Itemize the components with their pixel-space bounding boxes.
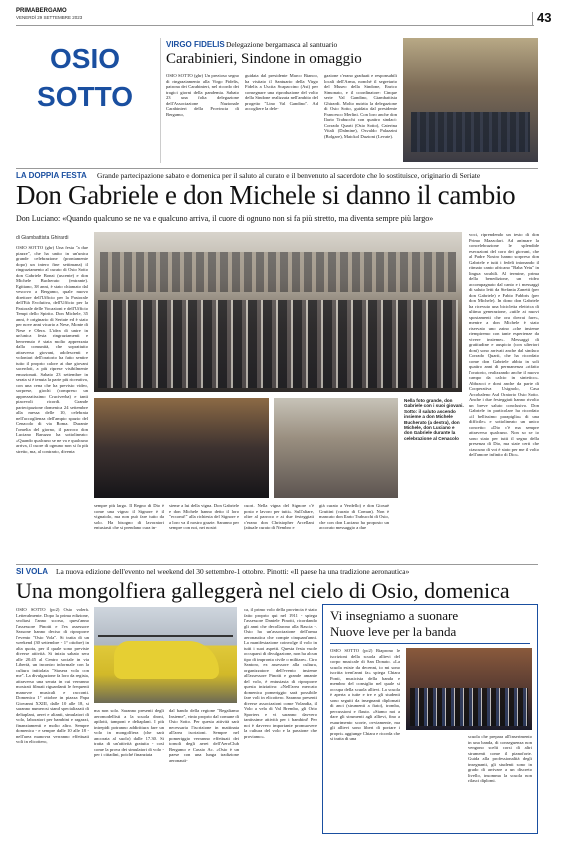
top-article-subtitle: Delegazione bergamasca al santuario <box>226 40 338 49</box>
main-article-col4: cuori. Nella vigna del Signore c'è posto e lavoro per tutti». Sull'altare, oltre al parroco e ai due festeggiati c'erano don Christopher Arcellani (attuale curato di Nembro e <box>244 503 314 530</box>
photo-group-carabinieri <box>411 112 530 152</box>
photo-crowd-bottom <box>98 300 458 388</box>
top-article-title: Carabinieri, Sindone in omaggio <box>166 51 362 67</box>
page-number-box <box>532 12 533 26</box>
header-rule <box>16 25 534 26</box>
main-article-kicker: LA DOPPIA FESTA <box>16 171 87 180</box>
band-players <box>410 688 528 726</box>
main-article-title: Don Gabriele e don Michele si danno il cambio <box>16 180 516 210</box>
page-number: 43 <box>537 10 552 25</box>
top-article-kicker: VIRGO FIDELIS <box>166 40 225 49</box>
top-article-photo <box>403 38 538 162</box>
main-article-subtitle: Don Luciano: «Quando qualcuno se ne va e qualcuno arriva, il cuore di ognuno non si fa più stretto, ma diventa sempre più largo» <box>16 214 434 223</box>
side-article-col1: OSIO SOTTO (pc2) Riaprono le iscrizioni della scuola allievi del corpo musicale di San Donato. «La scuola esiste da decenni, io mi sono iscritta trent'anni fa» spiega Chiara Ponti, musicista della banda e membro del consiglio nel quale si occupa della scuola allievi. La scuola è aperta a tutte e tre e gli studenti sono seguiti da insegnanti diplomati di anci (strumenti a fiato), tromba, percussioni e flauto. «Siamo noi a dare gli strumenti agli allievi, fino a esaurimento scorte, ovviamente, ma gli allievi sono liberi di portare i propri» aggiunge Chiara e ricorda che si tratta di una <box>330 648 400 741</box>
side-article-title-line2: Nuove leve per la banda <box>330 624 457 639</box>
top-article-rule <box>160 38 161 163</box>
top-article-col3: gazione c'erano graduati e responsabili locali dell'Arma, nonché il segretario del Museo della Sindone, Enrico Simonato, e il coordinatore: Cinque serie Val Gandino, Giambattista Ghirardi. Molto nutrita la delegazione di Osio Sotto, guidata dal presidente Francesco Merlini. Con loro anche don Ilario Trabucchi con quattro sindaci: Corrado Quarti (Osio Sotto), Caterina Vitali (Dalmine), Osvaldo Palazzini (Bolgare), Maickol Duzioni (Levate). <box>324 73 397 139</box>
top-article-col1: OSIO SOTTO (ghr) Un prezioso segno di ringraziamento alla Virgo Fidelis, patrona dei Carabinieri, nel ricordo dei tragici giorni della pandemia. Sabato 23 una folta delegazione dell'Associazione Nazionale Carabinieri della Provincia di Bergamo, <box>166 73 239 117</box>
band-photo <box>406 648 532 730</box>
main-photo-caption: Nella foto grande, don Gabriele con i suoi giovani. Sotto: il saluto ascendo insieme a don Michele Bucherato (a destra), don Michele, don Luciano e don Gabriele durante la celebrazione al Cenacolo <box>404 398 464 441</box>
main-article-byline: di Giambattista Ghirardi <box>16 235 69 241</box>
helicopter-photo <box>94 607 237 703</box>
main-photo-group <box>94 232 462 392</box>
main-article-col3: sieme a lui della vigna. Don Gabriele e don Michele hanno detto il loro "eccomi!" alla richiesta del Signore e a loro va il nostro grazie. Saranno per sempre con noi, nei nostri <box>169 503 239 530</box>
side-article-col2: scuola che prepara all'inserimento in una banda, di conseguenza non vengono scelti corsi di altri strumenti come il pianoforte. Guida alla professionalità degli insegnanti, gli studenti sono in grado di arrivare a un discreto livello, insomma la scuola non rilasci diplomi. <box>468 734 532 783</box>
section-title-line2: SOTTO <box>37 81 133 112</box>
main-article-col1: OSIO SOTTO (ghr) Una festa "a due piazze", che ha unito in un'unica grande celebrazione (prontamente dopo) un intero fine settimana) il ringraziamento al curato di Osio Sotto don Gabriele Bonzi (uscente) e don Michele Bucherato (entrante). Egittano, 38 anni, è stato chiamato dal vescovo a Bergamo, quale nuovo direttore dell'Ufficio per la Pastorale dell'Età Evolutiva, dell'Ufficio per la Pastorale delle Vocazioni e dell'Ufficio Tempi dello Spirito. Don Michele, 35 anni, è originario di Seriate ed è stato per nove anni vicario a Nese, Monte di Nese e Olera. L'idea di unire in un'unica festa ringraziamenti e benvenuto è stata molto apprezzata dalla comunità, che soprattutto attraverso giovani, adolescenti e volontari dell'oratorio ha fatto sentire tutto il proprio calore ai due giovani sacerdoti, a più riprese visibilmente emozionati. Sabato 23 settembre in serata si è tenuta la parte più ricreativa, con una cena che ha previsto video, sorprese, giochi (compreso un apprezzatissimo Cruciverba) e tanti piacevoli ricordi. Grande partecipazione domenica 24 settembre alla messa delle 10, celebrata nell'accoglienza dell'ampio spazio del Cenacolo di via Roma. Durante l'omelia del giorno, il parroco don Luciano Baruzzo ha sottolineato: «Quando qualcuno se ne va e qualcuno arriva, il cuore di ognuno non si fa più stretto, ma, al contrario, diventa <box>16 245 88 454</box>
main-article-rule <box>16 168 538 169</box>
bottom-article-col2: ma non solo. Saranno presenti degli aeromodellisti a la scuola droni, apilotti, tamponi e deltaplani. I più intrepidi potranno addirittura fare un volo in mongolfiera (che sarà ancorata al suolo) dalle 17.30. Si tratta di un'attività gratuita - così come la prova dei simulatori di volo - per i cittadini, poiché finanziata <box>94 708 164 757</box>
section-title-block <box>16 44 154 144</box>
helicopter-body <box>114 641 219 679</box>
main-photo-altar <box>274 398 398 498</box>
main-article-kicker-sub: Grande partecipazione sabato e domenica per il saluto al curato e il benvenuto al sacerdote che lo sostituisce, originario di Seriate <box>97 171 481 180</box>
main-photo-celebration <box>94 398 269 498</box>
helicopter-rotor <box>98 635 233 637</box>
bottom-article-col1: OSIO SOTTO (pc2) Osio volerà. Letteralmente. Dopo la prima edizione, svoltasi l'anno scorso, quest'anno l'assessore Pinotti e l'ex assessore Sassone hanno deciso di riproporre l'evento "Osio Vola". Si tratta di un weekend (30 settembre - 1° ottobre) in alta quota, per il quale sono previste diverse attività. Si inizia sabato sera alle 20.45 al Centro sociale in via Libertà, un incontro informale con la cultura intitolata "Stasera vola con me". La divulgazione fa loro da regista, attraverso una serata in cui verranno mostrati filmati riguardanti le frequenti manovre musicali e racconti. Domenica 1° ottobre in piazza Papa Giovanni XXIII, dalle 10 alle 18, si saranno numerosi stand specializzati di deltaplani, aerei e alianti, simulatori di volo, laboratori per bambini e ragazzi, finanziamenti e molto altro. Sempre domenica - e sempre dalle 10 alle 18 - nell'area manovra verranno effettuati voli in elicottero, <box>16 607 89 744</box>
main-article-col2: sempre più largo. Il Regno di Dio è come una vigna: il Signore è il vignaiolo, ma non può fare tutto da solo. Ha bisogno di lavoratori entusiasti che si prendano cura in- <box>94 503 164 530</box>
main-article-col6: voci, riprendendo un testo di don Primo Mazzolari. Ad animare la concelebrazione le splendide esecuzioni del coro dei giovani, che al Padre Nostro hanno sorpreso don Gabriele e tutti i fedeli intonando il ritmato canto africano "Baba Yetu" in lingua swahili. Al termine, prima della benedizione, un video accompagnato dal canto e i messaggi di saluto letti da Stefania Zanetti (per don Gabriele) e Fabio Fabbris (per don Michele). In dono don Gabriele ha ricevuto una bicicletta elettrica di ultima generazione, «utile ai nuovi spostamenti che ora dovrai fare», mentre a don Michele è stato riservato uno zaino «che insieme riempiremo con tante esperienze da vivere insieme». Messaggi di gratitudine e auspicio (con ulteriori doni) sono arrivati anche dal sindaco Corrado Quarti, che ha ricordato come don Gabriele abbia in soli quattro anni di permanenza «rifatto l'oratorio, realizzando anche il nuovo campo da calcio in sintetico». Abbracci e doni anche da parte di Cooperativa Usignolo, Casa Arcobaleno Asd Oratorio Osio Sotto. Anche i due festeggiati hanno rivolto un breve saluto conclusivo. Don Gabriele in particolare ha ricordato «il bellissimo parapiglia» di una difficile» e sottolineato un unico concetto: «Dio c'è ma sempre attraverso qualcuno. Non so se io sono stato per tutti il segno della presenza di Dio, ma siate certi che ciascuno di voi è stato per me il volto dell'amore infinito di Dio». <box>469 232 539 457</box>
bottom-article-kicker: SI VOLA <box>16 567 49 576</box>
bottom-article-col3: dal bando della regione "Regaliamo Insieme", vinto proprio dal comune di Osio Sotto. Per questa attività sarà necessaria l'iscrizione in mattinata all'area iscrizioni. Sempre nel pomeriggio verranno effettuati dei tornoli degli aerei dell'AeroClub Bergamo e Cassio Ac. «Osio è un paese con una lunga tradizione aeronauti- <box>169 708 239 763</box>
section-title-line1: OSIO <box>49 43 120 74</box>
issue-date: VENERDÌ 29 SETTEMBRE 2023 <box>16 15 83 20</box>
side-article-title-line1: Vi insegniamo a suonare <box>330 608 459 623</box>
masthead: PRIMABERGAMO <box>16 8 67 14</box>
bottom-article-title: Una mongolfiera galleggerà nel cielo di Osio, domenica <box>16 578 510 603</box>
bottom-article-col4: ca, il primo volo della provincia è stato fatto proprio qui nel 1911 - spiega l'assessore Daniele Pinotti, ricordando gli anni che decollarono alla Rascia -. Osio ha un'associazione dell'arma aeronautica che compie cinquant'anni. La manifestazione coinvolge il volo in tutti i suoi aspetti. Questa festa vuole occuparsi di divulgazione, non ha alcun tipo di impronta civile o militare». Ciro Santoro, ex assessore alla cultura, organizzatore dell'evento insieme all'assessore Pinotti e grande amante del volo, è entusiasta di riproporre questa iniziativa: «Nell'area mercato domenica pomeriggio sarà possibile fare voli in elicottero. Saranno presenti diverse associazioni come Volandia, il Volo a vela di Val Brembo, gli Orio Sporters e vi saranno davvero tantissime attività per i bambini! Per noi è davvero importante promuovere la cultura del volo e la passione che proviamo». <box>244 607 317 739</box>
bottom-article-rule <box>16 564 538 565</box>
main-article-col5: già curato a Verdello) e don Giosuè Gruttini (curato di Comun). Non è mancato don Ilario Trabucchi di Osio, che con don Luciano ha proposto un accorato messaggio a due <box>319 503 389 530</box>
side-article-rule <box>330 643 530 644</box>
bottom-article-kicker-sub: La nuova edizione dell'evento nel weekend del 30 settembre-1 ottobre. Pinotti: «Il paese ha una tradizione aeronautica» <box>56 567 410 576</box>
photo-crowd-top <box>100 252 456 292</box>
top-article-col2: guidata dal presidente Marco Bianco, ha visitato il Santuario della Virgo Fidelis a Uscita Scapaccino (Ast) per consegnare una riproduzione del volto della Sindone realizzata nell'ambito del progetto "Lino Val Gandino". Ad accogliere la dele- <box>245 73 318 111</box>
